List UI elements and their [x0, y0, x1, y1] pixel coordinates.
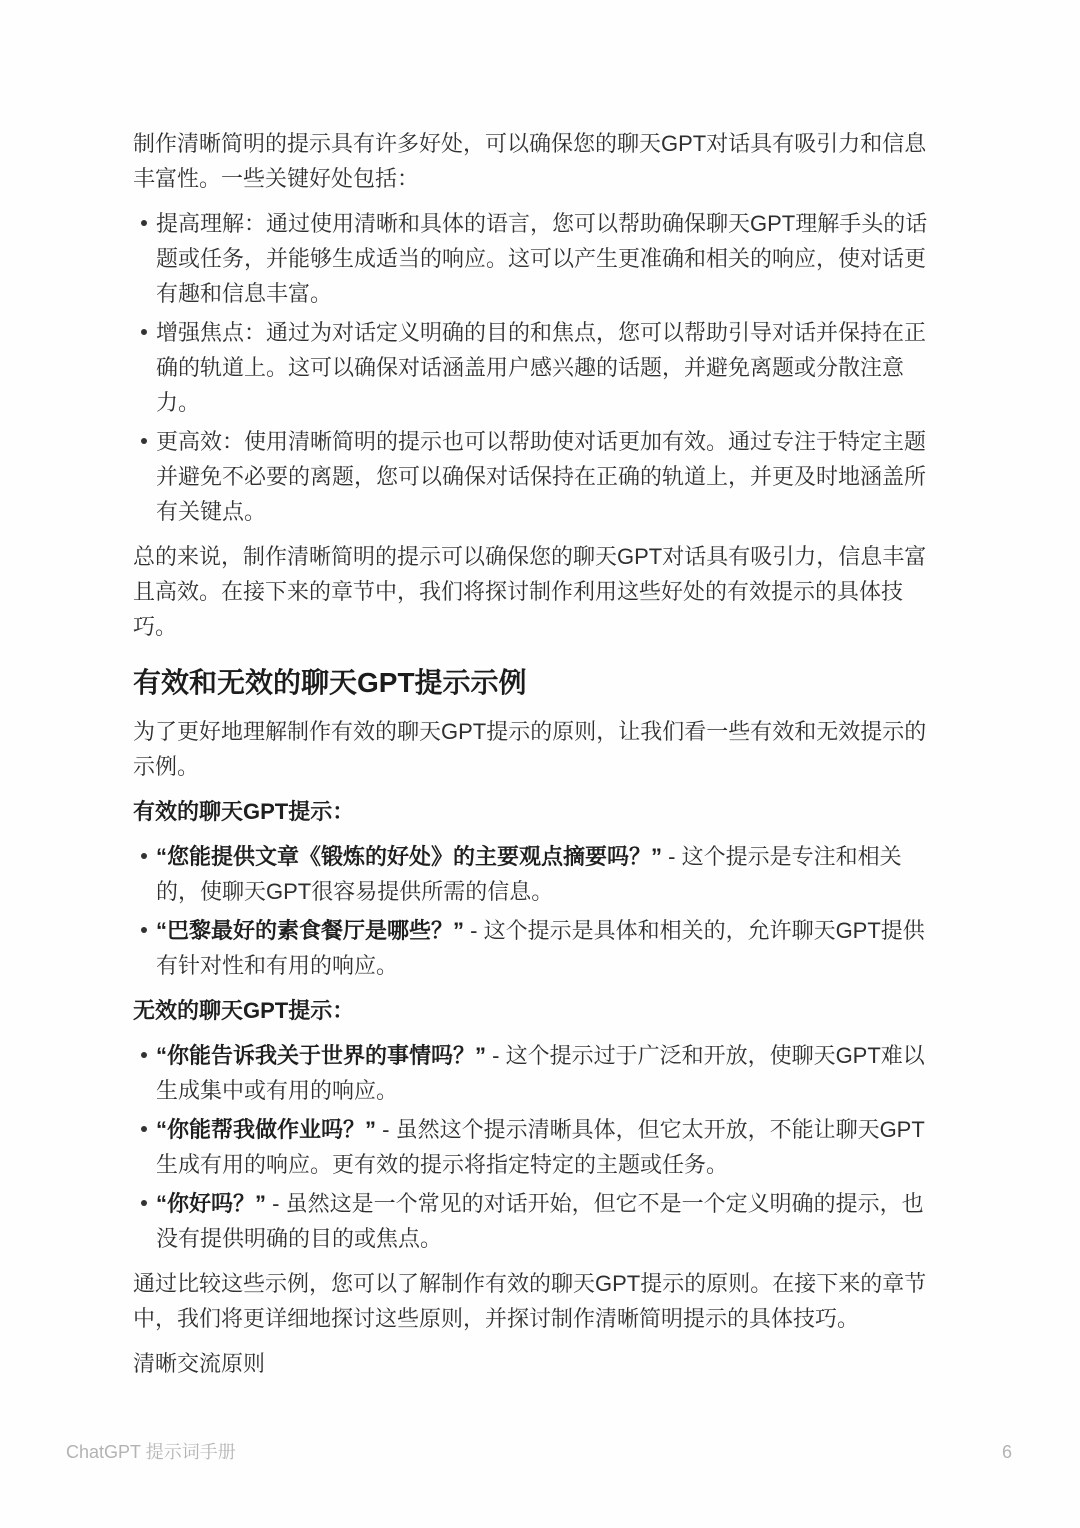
prompt-quote: “巴黎最好的素食餐厅是哪些？”	[156, 918, 465, 943]
effective-prompts-list	[133, 839, 945, 983]
prompt-explanation: - 这个提示是具体和相关的，允许聊天GPT提供有针对性和有用的响应。	[156, 918, 925, 978]
next-section-title: 清晰交流原则	[133, 1351, 266, 1376]
section-heading: 有效和无效的聊天GPT提示示例	[133, 667, 527, 698]
footer-page-number: 6	[1001, 1442, 1012, 1462]
prompt-quote: “你好吗？”	[156, 1191, 267, 1216]
prompt-explanation: - 虽然这是一个常见的对话开始，但它不是一个定义明确的提示，也没有提供明确的目的或焦点。	[156, 1191, 924, 1251]
summary-paragraph: 总的来说，制作清晰简明的提示可以确保您的聊天GPT对话具有吸引力，信息丰富且高效。在接下来的章节中，我们将探讨制作利用这些好处的有效提示的具体技巧。	[133, 544, 927, 639]
list-item	[133, 424, 945, 529]
prompt-quote: “你能帮我做作业吗？”	[156, 1117, 377, 1142]
effective-prompts-label: 有效的聊天GPT提示：	[133, 799, 355, 824]
prompt-quote: “您能提供文章《锻炼的好处》的主要观点摘要吗？”	[156, 844, 663, 869]
closing-paragraph: 通过比较这些示例，您可以了解制作有效的聊天GPT提示的原则。在接下来的章节中，我们将更详细地探讨这些原则，并探讨制作清晰简明提示的具体技巧。	[133, 1271, 927, 1331]
list-item	[133, 913, 945, 983]
footer-book-title: ChatGPT 提示词手册	[66, 1442, 236, 1462]
list-item	[133, 1038, 945, 1108]
list-item	[133, 1186, 945, 1256]
benefit-text: 更高效：使用清晰简明的提示也可以帮助使对话更加有效。通过专注于特定主题并避免不必要的离题，您可以确保对话保持在正确的轨道上，并更及时地涵盖所有关键点。	[156, 429, 927, 524]
prompt-explanation: - 虽然这个提示清晰具体，但它太开放，不能让聊天GPT生成有用的响应。更有效的提示将指定特定的主题或任务。	[156, 1117, 925, 1177]
list-item	[133, 206, 945, 311]
page-content	[133, 126, 945, 1391]
ineffective-prompts-list	[133, 1038, 945, 1256]
page-footer	[66, 1441, 1012, 1463]
list-item	[133, 839, 945, 909]
section-intro-paragraph: 为了更好地理解制作有效的聊天GPT提示的原则，让我们看一些有效和无效提示的示例。	[133, 719, 927, 779]
benefit-text: 增强焦点：通过为对话定义明确的目的和焦点，您可以帮助引导对话并保持在正确的轨道上。这可以确保对话涵盖用户感兴趣的话题，并避免离题或分散注意力。	[156, 320, 927, 415]
benefit-text: 提高理解：通过使用清晰和具体的语言，您可以帮助确保聊天GPT理解手头的话题或任务，并能够生成适当的响应。这可以产生更准确和相关的响应，使对话更有趣和信息丰富。	[156, 211, 928, 306]
prompt-explanation: - 这个提示是专注和相关的，使聊天GPT很容易提供所需的信息。	[156, 844, 902, 904]
list-item	[133, 1112, 945, 1182]
ineffective-prompts-label: 无效的聊天GPT提示：	[133, 998, 355, 1023]
prompt-quote: “你能告诉我关于世界的事情吗？”	[156, 1043, 487, 1068]
list-item	[133, 315, 945, 420]
intro-paragraph: 制作清晰简明的提示具有许多好处，可以确保您的聊天GPT对话具有吸引力和信息丰富性。一些关键好处包括：	[133, 131, 927, 191]
prompt-explanation: - 这个提示过于广泛和开放，使聊天GPT难以生成集中或有用的响应。	[156, 1043, 925, 1103]
benefits-list	[133, 206, 945, 529]
